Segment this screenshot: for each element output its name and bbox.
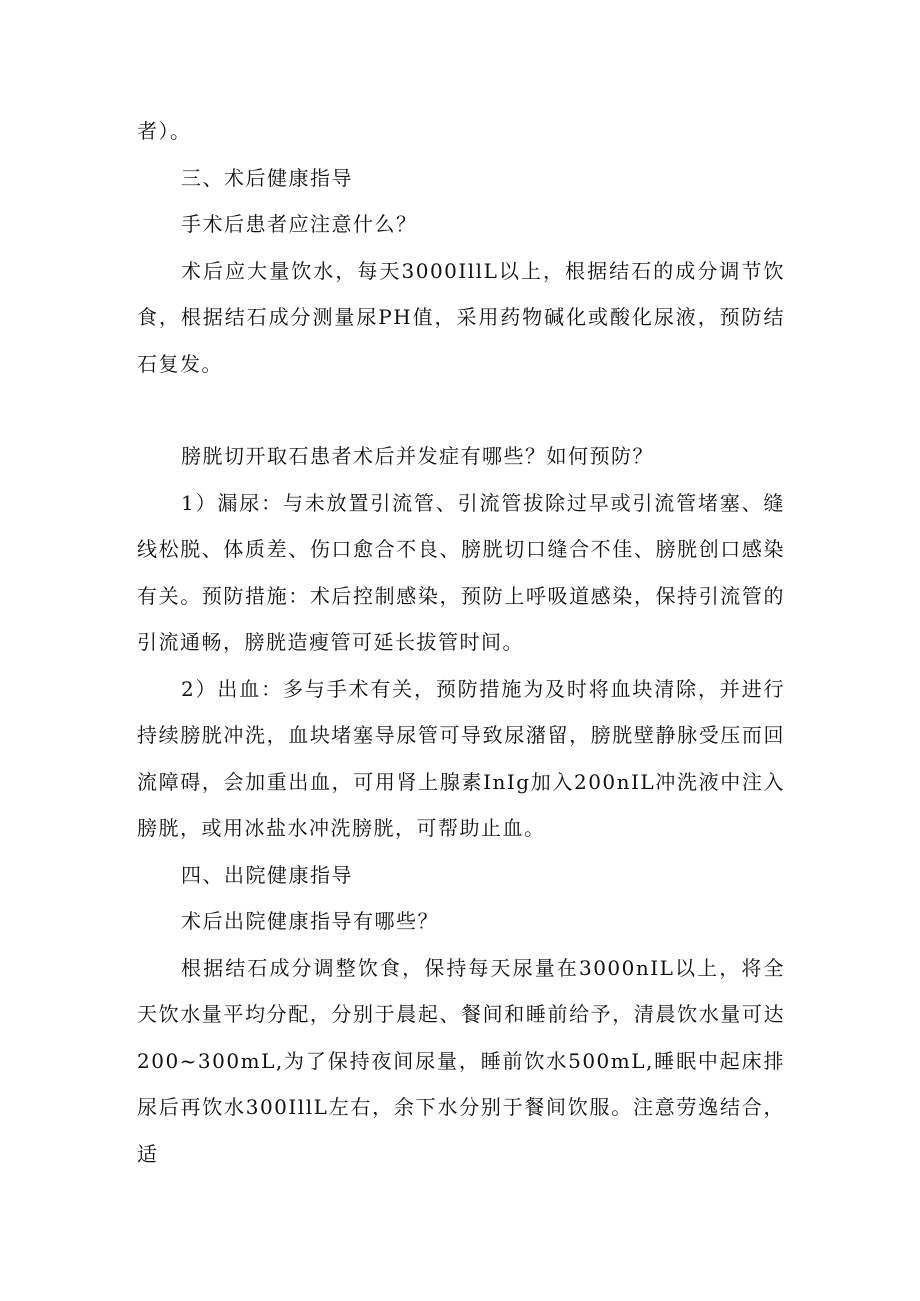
paragraph-gap (137, 387, 785, 433)
section-heading-postoperative: 三、术后健康指导 (181, 165, 353, 190)
question-postoperative-care: 手术后患者应注意什么？ (181, 212, 418, 236)
document-body (137, 108, 785, 1177)
answer-discharge-guidance: 根据结石成分调整饮食，保持每天尿量在3000nIL以上，将全天饮水量平均分配，分别于晨起、餐间和睡前给予，清晨饮水量可达200~300mL,为了保持夜间尿量，睡前饮水500mL,睡眠中起床排尿后再饮水300IllL左右，余下水分别于餐间饮服。注意劳逸结合，适 (137, 955, 785, 1166)
answer-bleeding: 2）出血：多与手术有关，预防措施为及时将血块清除，并进行持续膀胱冲洗，血块堵塞导尿管可导致尿潴留，膀胱壁静脉受压而回流障碍，会加重出血，可用肾上腺素InIg加入200nIL冲洗液中注入膀胱，或用冰盐水冲洗膀胱，可帮助止血。 (137, 676, 785, 840)
answer-postoperative-care: 术后应大量饮水，每天3000IllL以上，根据结石的成分调节饮食，根据结石成分测量尿PH值，采用药物碱化或酸化尿液，预防结石复发。 (137, 258, 785, 376)
answer-urine-leakage: 1）漏尿：与未放置引流管、引流管拔除过早或引流管堵塞、缝线松脱、体质差、伤口愈合不良、膀胱切口缝合不佳、膀胱创口感染有关。预防措施：术后控制感染，预防上呼吸道感染，保持引流管的引流通畅，膀胱造瘦管可延长拔管时间。 (137, 490, 785, 654)
question-complications: 膀胱切开取石患者术后并发症有哪些？如何预防？ (181, 444, 654, 468)
section-heading-discharge: 四、出院健康指导 (181, 862, 353, 887)
question-discharge-guidance: 术后出院健康指导有哪些？ (181, 909, 439, 933)
paragraph-continuation: 者）。 (137, 119, 192, 143)
